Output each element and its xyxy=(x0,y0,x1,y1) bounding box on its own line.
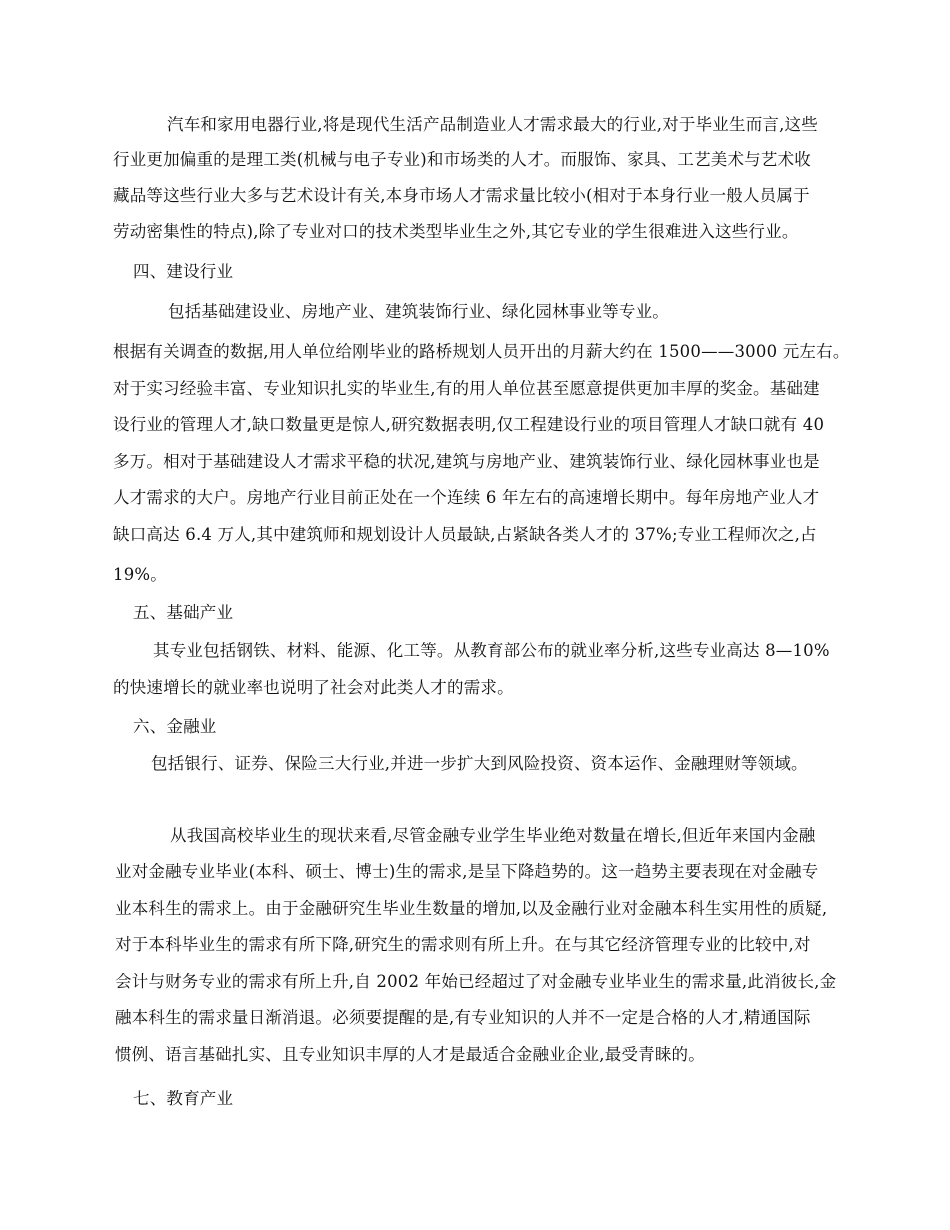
text-line: 对于本科毕业生的需求有所下降,研究生的需求则有所上升。在与其它经济管理专业的比较中,对 xyxy=(115,935,811,954)
text-line: 包括基础建设业、房地产业、建筑装饰行业、绿化园林事业等专业。 xyxy=(168,302,669,321)
text-line: 行业更加偏重的是理工类(机械与电子专业)和市场类的人才。而服饰、家具、工艺美术与艺术收 xyxy=(113,150,811,169)
text-line: 缺口高达 6.4 万人,其中建筑师和规划设计人员最缺,占紧缺各类人才的 37%;专业工程师次之,占 xyxy=(113,525,817,544)
text-line: 包括银行、证券、保险三大行业,并进一步扩大到风险投资、资本运作、金融理财等领域。 xyxy=(151,754,808,773)
text-line: 会计与财务专业的需求有所上升,自 2002 年始已经超过了对金融专业毕业生的需求量,此消彼长,金 xyxy=(115,972,837,991)
text-line: 根据有关调查的数据,用人单位给刚毕业的路桥规划人员开出的月薪大约在 1500——3000 元左右。 xyxy=(113,342,850,361)
section-heading-finance: 六、金融业 xyxy=(133,717,217,736)
text-line: 多万。相对于基础建设人才需求平稳的状况,建筑与房地产业、建筑装饰行业、绿化园林事业也是 xyxy=(113,452,820,471)
text-line: 业对金融专业毕业(本科、硕士、博士)生的需求,是呈下降趋势的。这一趋势主要表现在对金融专 xyxy=(115,862,819,881)
section-heading-basic-industry: 五、基础产业 xyxy=(133,603,234,622)
text-line: 人才需求的大户。房地产行业目前正处在一个连续 6 年左右的高速增长期中。每年房地产业人才 xyxy=(113,488,820,507)
text-line: 对于实习经验丰富、专业知识扎实的毕业生,有的用人单位甚至愿意提供更加丰厚的奖金。基础建 xyxy=(113,379,820,398)
text-line: 惯例、语言基础扎实、且专业知识丰厚的人才是最适合金融业企业,最受青睐的。 xyxy=(115,1045,705,1064)
text-line: 从我国高校毕业生的现状来看,尽管金融专业学生毕业绝对数量在增长,但近年来国内金融 xyxy=(170,826,816,845)
text-line: 劳动密集性的特点),除了专业对口的技术类型毕业生之外,其它专业的学生很难进入这些行业。 xyxy=(113,222,799,241)
text-line: 其专业包括钢铁、材料、能源、化工等。从教育部公布的就业率分析,这些专业高达 8—10% xyxy=(153,641,830,660)
text-line: 业本科生的需求上。由于金融研究生毕业生数量的增加,以及金融行业对金融本科生实用性的质疑, xyxy=(115,899,828,918)
text-line: 的快速增长的就业率也说明了社会对此类人才的需求。 xyxy=(113,678,514,697)
section-heading-education: 七、教育产业 xyxy=(133,1089,234,1108)
text-line: 汽车和家用电器行业,将是现代生活产品制造业人才需求最大的行业,对于毕业生而言,这些 xyxy=(167,115,818,134)
text-line: 藏品等这些行业大多与艺术设计有关,本身市场人才需求量比较小(相对于本身行业一般人员属于 xyxy=(113,186,810,205)
text-line: 融本科生的需求量日渐消退。必须要提醒的是,有专业知识的人并不一定是合格的人才,精通国际 xyxy=(115,1008,811,1027)
section-heading-construction: 四、建设行业 xyxy=(133,262,234,281)
text-line: 设行业的管理人才,缺口数量更是惊人,研究数据表明,仅工程建设行业的项目管理人才缺口就有 40 xyxy=(113,415,825,434)
text-line: 19%。 xyxy=(113,565,167,584)
